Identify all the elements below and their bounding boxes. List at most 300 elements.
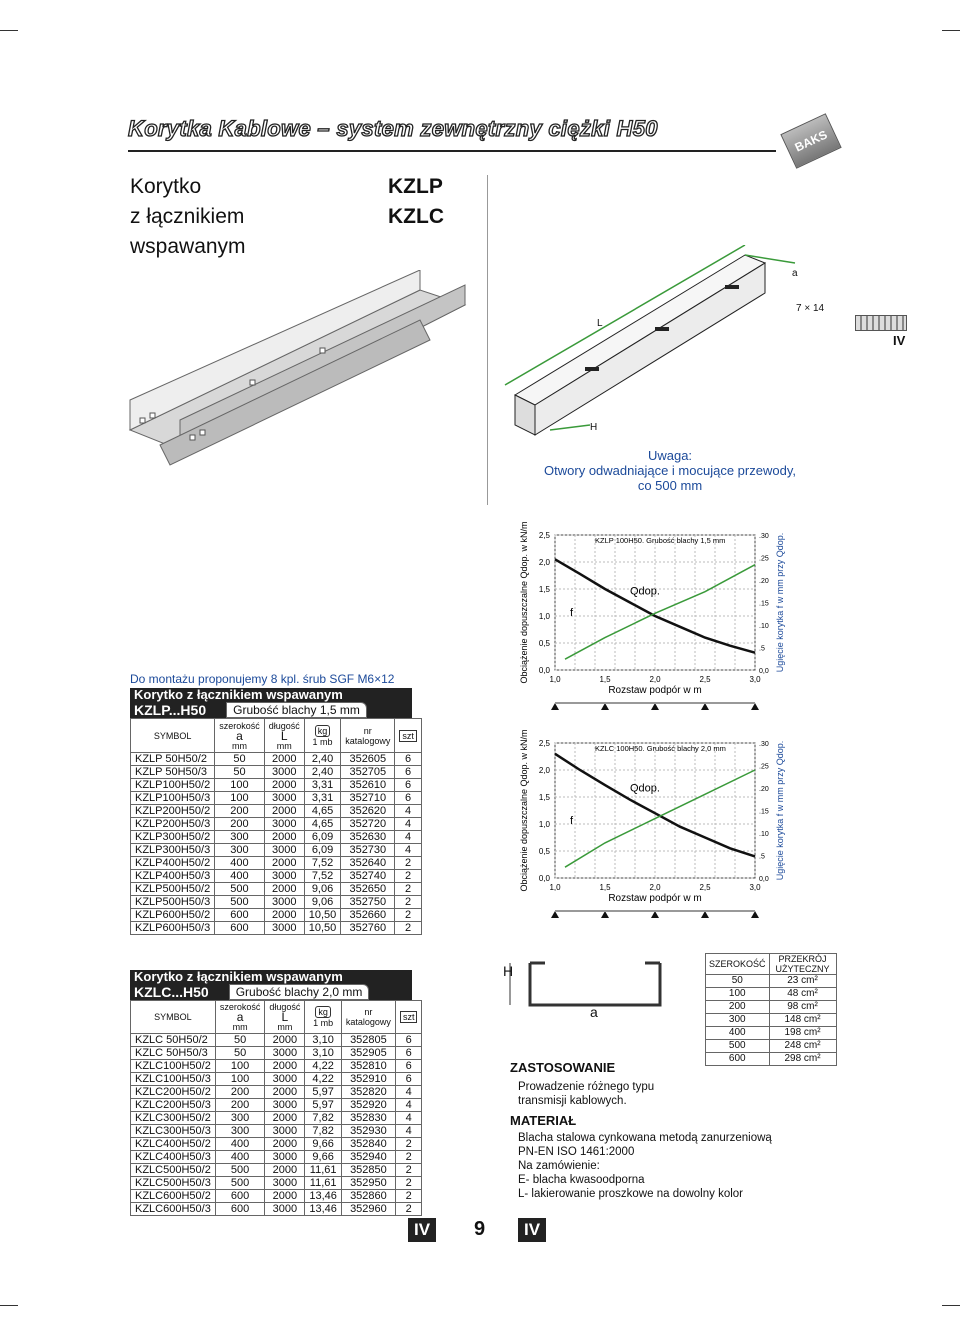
table-cell: 3000	[265, 1151, 305, 1164]
support-icon	[551, 703, 559, 710]
material-line: Blacha stalowa cynkowana metodą zanurzeniową	[518, 1132, 772, 1144]
table-cell: 2000	[265, 1112, 305, 1125]
table-cell: 9,66	[305, 1138, 342, 1151]
table-cell: 400	[215, 857, 265, 870]
table-cell: 3000	[265, 1099, 305, 1112]
table-cell: KZLC400H50/2	[131, 1138, 216, 1151]
table-cell: 6	[395, 1034, 422, 1047]
col-width-symbol: a	[236, 728, 243, 743]
table-cell: 2	[395, 870, 422, 883]
y2-tick-label: 0,0	[759, 668, 769, 675]
table-cell: 3,31	[304, 779, 341, 792]
table-cell: 2	[395, 1203, 422, 1216]
x-tick-label: 2,5	[699, 883, 711, 892]
table-cell: 600	[215, 922, 265, 935]
col-weight	[305, 1001, 342, 1034]
col-width-name: szerokość	[219, 720, 260, 731]
table-cell: 2000	[264, 779, 304, 792]
table-cell: 200	[215, 1099, 265, 1112]
table-cell: 50	[215, 753, 265, 766]
table-cell: KZLC600H50/3	[131, 1203, 216, 1216]
section-a-label: a	[590, 1004, 598, 1020]
table-cell: KZLP500H50/3	[131, 896, 215, 909]
table-row	[131, 1190, 422, 1203]
table-cell: 352950	[341, 1177, 395, 1190]
table-cell: 100	[215, 1060, 265, 1073]
y-tick-label: 0,5	[538, 639, 550, 648]
table-cell: 352630	[341, 831, 395, 844]
table-cell: 2	[395, 896, 422, 909]
sizes-cell: 23 cm²	[769, 975, 836, 988]
table-cell: 9,06	[304, 896, 341, 909]
table-row	[131, 766, 422, 779]
table-row	[131, 844, 422, 857]
y-tick-label: 0,5	[538, 847, 550, 856]
support-icon	[651, 703, 659, 710]
table-cell: 2000	[265, 1060, 305, 1073]
table-cell: 4,65	[304, 805, 341, 818]
table-cell: 2	[395, 857, 422, 870]
table-cell: 3,31	[304, 792, 341, 805]
col-length-unit: mm	[277, 1022, 293, 1032]
table-cell: 2	[395, 922, 422, 935]
footer-section-right: IV	[518, 1218, 546, 1242]
table-cell: 9,66	[305, 1151, 342, 1164]
table-cell: 50	[215, 1034, 265, 1047]
chart-title: KZLC 100H50. Grubość blachy 2,0 mm	[595, 744, 726, 753]
table-cell: 100	[215, 792, 265, 805]
x-tick-label: 2,0	[649, 675, 661, 684]
table-cell: 352620	[341, 805, 395, 818]
table-cell: 3000	[264, 922, 304, 935]
note-line: Otwory odwadniające i mocujące przewody,	[544, 463, 796, 478]
col-length-name: długość	[269, 1002, 301, 1012]
table-cell: 352740	[341, 870, 395, 883]
table-cell: 352640	[341, 857, 395, 870]
table-cell: 6	[395, 779, 422, 792]
support-icon	[751, 703, 759, 710]
y-tick-label: 2,0	[538, 558, 550, 567]
table-row	[131, 818, 422, 831]
product-code: KZLC	[388, 205, 444, 228]
table-thickness: Grubość blachy 2,0 mm	[229, 984, 370, 1000]
y2-axis-label: Ugięcie korytka f w mm przy Qdop.	[775, 532, 785, 673]
table-cell: 4	[395, 831, 422, 844]
table-cell: KZLP200H50/2	[131, 805, 215, 818]
table-cell: 200	[215, 1086, 265, 1099]
sizes-row	[706, 1053, 837, 1066]
table-cell: 3000	[265, 1125, 305, 1138]
table-row	[131, 896, 422, 909]
table-row	[131, 1203, 422, 1216]
y2-tick-label: .15	[759, 600, 769, 608]
chart-kzlc	[515, 728, 805, 923]
sizes-cell: 48 cm²	[769, 988, 836, 1001]
table-cell: 4,22	[305, 1060, 342, 1073]
usage-text	[518, 1080, 654, 1108]
table-cell: KZLP100H50/3	[131, 792, 215, 805]
table-cell: 352720	[341, 818, 395, 831]
table-cell: 4	[395, 844, 422, 857]
sizes-h-width: SZEROKOŚĆ	[706, 954, 770, 975]
y-tick-label: 2,5	[538, 739, 550, 748]
table-row	[131, 805, 422, 818]
x-tick-label: 1,0	[549, 675, 561, 684]
table-cell: 4,22	[305, 1073, 342, 1086]
table-cell: 500	[215, 1177, 265, 1190]
product-name	[130, 172, 246, 262]
table-cell: 4	[395, 818, 422, 831]
y-tick-label: 0,0	[538, 874, 550, 883]
col-length-name: długość	[268, 720, 300, 731]
table-kzlc	[130, 969, 415, 1216]
table-cell: 3000	[265, 1047, 305, 1060]
table-cell: KZLC100H50/3	[131, 1073, 216, 1086]
table-cell: 2	[395, 883, 422, 896]
table-row	[131, 922, 422, 935]
y2-tick-label: .20	[759, 578, 769, 585]
table-cell: 6	[395, 766, 422, 779]
x-tick-label: 3,0	[749, 883, 761, 892]
box-icon: szt	[399, 730, 417, 742]
table-cell: 352910	[341, 1073, 395, 1086]
col-width	[215, 719, 265, 753]
table-cell: 2	[395, 1190, 422, 1203]
x-tick-label: 3,0	[749, 675, 761, 684]
col-weight-unit: 1 mb	[312, 736, 333, 747]
table-cell: 352730	[341, 844, 395, 857]
table-subheader	[130, 984, 412, 1000]
table-cell: 2,40	[304, 753, 341, 766]
table-cell: 2000	[264, 883, 304, 896]
y2-tick-label: .15	[759, 808, 769, 816]
y-axis-label: Obciążenie dopuszczalne Qdop. w kN/m	[519, 521, 529, 684]
series-label: f	[570, 607, 574, 619]
x-tick-label: 1,0	[549, 883, 561, 892]
cross-section-drawing	[500, 955, 670, 1015]
sizes-row	[706, 1001, 837, 1014]
table-cell: 352920	[341, 1099, 395, 1112]
table-subheader	[130, 702, 412, 718]
sizes-header	[706, 954, 837, 975]
divider	[487, 175, 488, 505]
baks-logo: BAKS	[780, 113, 841, 169]
y-tick-label: 0,0	[538, 666, 550, 675]
sizes-row	[706, 1027, 837, 1040]
table-cell: 3000	[264, 870, 304, 883]
table-cell: 50	[215, 766, 265, 779]
table-row	[131, 753, 422, 766]
table-cell: 13,46	[305, 1190, 342, 1203]
table-cell: 352860	[341, 1190, 395, 1203]
table-cell: KZLC500H50/3	[131, 1177, 216, 1190]
table-cell: 200	[215, 805, 265, 818]
table-cell: 352705	[341, 766, 395, 779]
table-cell: 2	[395, 1164, 422, 1177]
sizes-cell: 600	[706, 1053, 770, 1066]
table-cell: 352840	[341, 1138, 395, 1151]
table-cell: KZLC300H50/3	[131, 1125, 216, 1138]
table-cell: 7,82	[305, 1125, 342, 1138]
title-rule	[128, 150, 776, 152]
col-catalog	[341, 719, 395, 753]
sizes-row	[706, 975, 837, 988]
x-axis-label: Rozstaw podpór w m	[608, 685, 702, 696]
table-cell: KZLC200H50/3	[131, 1099, 216, 1112]
table-cell: KZLC200H50/2	[131, 1086, 216, 1099]
note-title: Uwaga:	[647, 448, 693, 463]
table-cell: 352650	[341, 883, 395, 896]
usage-title: ZASTOSOWANIE	[510, 1060, 616, 1075]
col-width-name: szerokość	[219, 1002, 261, 1012]
table-cell: KZLP 50H50/3	[131, 766, 215, 779]
support-icon	[601, 703, 609, 710]
table-cell: 2	[395, 909, 422, 922]
support-icon	[651, 911, 659, 918]
table-cell: 3000	[264, 896, 304, 909]
table-cell: KZLC 50H50/2	[131, 1034, 216, 1047]
table-cell: KZLC300H50/2	[131, 1112, 216, 1125]
table-cell: KZLP100H50/2	[131, 779, 215, 792]
table-cell: KZLP300H50/2	[131, 831, 215, 844]
col-length	[264, 719, 304, 753]
table-cell: KZLP500H50/2	[131, 883, 215, 896]
sizes-cell: 198 cm²	[769, 1027, 836, 1040]
y2-tick-label: .30	[759, 741, 769, 748]
product-line: z łącznikiem	[130, 205, 245, 228]
table-cell: 3000	[265, 1203, 305, 1216]
table-cell: 5,97	[305, 1099, 342, 1112]
dimension-diagram	[495, 245, 835, 445]
col-symbol: SYMBOL	[131, 719, 215, 753]
table-cell: 2	[395, 1151, 422, 1164]
y-axis-label: Obciążenie dopuszczalne Qdop. w kN/m	[519, 729, 529, 892]
table-cell: 11,61	[305, 1177, 342, 1190]
table-row	[131, 1073, 422, 1086]
table-row	[131, 1034, 422, 1047]
table-cell: 7,52	[304, 870, 341, 883]
table-cell: 4	[395, 805, 422, 818]
sizes-cell: 100	[706, 988, 770, 1001]
footer-section-left: IV	[408, 1218, 436, 1242]
sizes-cell: 148 cm²	[769, 1014, 836, 1027]
table-cell: 3,10	[305, 1047, 342, 1060]
table-title: Korytko z łącznikiem wspawanym	[130, 688, 412, 702]
drainage-note	[520, 448, 820, 493]
sizes-row	[706, 1014, 837, 1027]
table-cell: 6	[395, 1073, 422, 1086]
note-line: co 500 mm	[637, 478, 703, 493]
table-cell: 7,82	[305, 1112, 342, 1125]
series-label: Qdop.	[630, 585, 660, 598]
table-cell: 4	[395, 1099, 422, 1112]
sizes-h-section: PRZEKRÓJ UŻYTECZNY	[769, 954, 836, 975]
tray-thumbnail	[855, 315, 907, 331]
table-cell: 352610	[341, 779, 395, 792]
sizes-row	[706, 988, 837, 1001]
weight-icon: kg	[315, 1006, 331, 1018]
table-row	[131, 1099, 422, 1112]
chart-kzlp	[515, 520, 805, 715]
table-cell: 50	[215, 1047, 265, 1060]
series-label: Qdop.	[630, 782, 660, 795]
y2-tick-label: .5	[759, 853, 765, 861]
table-cell: KZLP 50H50/2	[131, 753, 215, 766]
table-cell: 500	[215, 1164, 265, 1177]
table-code: KZLC...H50	[134, 984, 209, 1000]
box-icon: szt	[400, 1011, 418, 1023]
table-cell: 352805	[341, 1034, 395, 1047]
col-width-unit: mm	[231, 740, 247, 751]
table-cell: 352905	[341, 1047, 395, 1060]
table-cell: 500	[215, 896, 265, 909]
table-cell: 4,65	[304, 818, 341, 831]
table-cell: 9,06	[304, 883, 341, 896]
y2-tick-label: .10	[759, 623, 769, 630]
table-title: Korytko z łącznikiem wspawanym	[130, 970, 412, 984]
section-marker: IV	[893, 333, 906, 348]
table-cell: 2000	[265, 1138, 305, 1151]
table-row	[131, 1125, 422, 1138]
x-tick-label: 1,5	[599, 883, 611, 892]
tray-illustration	[120, 270, 480, 480]
table-cell: KZLP600H50/2	[131, 909, 215, 922]
table-cell: 352930	[341, 1125, 395, 1138]
table-cell: 300	[215, 1125, 265, 1138]
sizes-cell: 298 cm²	[769, 1053, 836, 1066]
table-cell: 6	[395, 753, 422, 766]
table-cell: 4	[395, 1112, 422, 1125]
table-cell: 10,50	[304, 909, 341, 922]
table-row	[131, 1047, 422, 1060]
sizes-row	[706, 1040, 837, 1053]
dim-a-label: a	[792, 268, 798, 279]
y-tick-label: 2,5	[538, 531, 550, 540]
table-cell: 2000	[265, 1164, 305, 1177]
table-cell: 2	[395, 1177, 422, 1190]
table-cell: 5,97	[305, 1086, 342, 1099]
col-pcs	[395, 719, 422, 753]
sizes-cell: 300	[706, 1014, 770, 1027]
crop-mark	[942, 30, 960, 31]
table-cell: 300	[215, 831, 265, 844]
col-catalog	[341, 1001, 395, 1034]
dim-L-label: L	[597, 318, 603, 329]
col-catalog-nr: nr	[364, 1007, 373, 1017]
y2-tick-label: .25	[759, 555, 769, 563]
crop-mark	[0, 30, 18, 31]
table-body	[130, 1000, 422, 1216]
table-cell: 2	[395, 1138, 422, 1151]
table-cell: 352660	[341, 909, 395, 922]
table-cell: 100	[215, 1073, 265, 1086]
table-code: KZLP...H50	[134, 702, 207, 718]
col-length-unit: mm	[276, 740, 292, 751]
material-line: PN-EN ISO 1461:2000	[518, 1146, 635, 1158]
table-cell: 3000	[264, 792, 304, 805]
table-cell: 2000	[264, 753, 304, 766]
table-row	[131, 1177, 422, 1190]
table-cell: KZLC600H50/2	[131, 1190, 216, 1203]
table-cell: 10,50	[304, 922, 341, 935]
product-line: wspawanym	[130, 235, 246, 258]
y-tick-label: 1,5	[538, 585, 550, 594]
hole-size-label: 7 × 14	[796, 303, 825, 314]
table-cell: 3000	[264, 844, 304, 857]
material-line: Na zamówienie:	[518, 1160, 600, 1172]
table-cell: 352850	[341, 1164, 395, 1177]
sizes-cell: 400	[706, 1027, 770, 1040]
table-cell: 352760	[341, 922, 395, 935]
table-row	[131, 883, 422, 896]
table-cell: 6	[395, 1060, 422, 1073]
table-cell: 13,46	[305, 1203, 342, 1216]
x-tick-label: 2,5	[699, 675, 711, 684]
table-cell: 2000	[264, 909, 304, 922]
table-cell: 352605	[341, 753, 395, 766]
table-cell: 2000	[265, 1086, 305, 1099]
col-pcs	[395, 1001, 422, 1034]
table-row	[131, 870, 422, 883]
table-cell: 3,10	[305, 1034, 342, 1047]
x-tick-label: 2,0	[649, 883, 661, 892]
table-row	[131, 909, 422, 922]
table-cell: 400	[215, 870, 265, 883]
chart-title: KZLP 100H50. Grubość blachy 1,5 mm	[595, 536, 726, 545]
table-cell: 200	[215, 818, 265, 831]
table-cell: KZLP600H50/3	[131, 922, 215, 935]
table-row	[131, 831, 422, 844]
table-cell: 400	[215, 1138, 265, 1151]
y2-tick-label: .25	[759, 763, 769, 771]
table-kzlp	[130, 688, 412, 935]
product-code: KZLP	[388, 175, 443, 198]
support-icon	[701, 911, 709, 918]
product-line: Korytko	[130, 175, 202, 198]
table-cell: KZLP400H50/2	[131, 857, 215, 870]
table-row	[131, 1138, 422, 1151]
support-icon	[551, 911, 559, 918]
col-catalog-name: katalogowy	[345, 735, 391, 746]
series-label: f	[570, 815, 574, 827]
table-row	[131, 1086, 422, 1099]
y2-tick-label: .10	[759, 831, 769, 838]
table-cell: 11,61	[305, 1164, 342, 1177]
col-length-symbol: L	[280, 728, 288, 743]
table-cell: 300	[215, 1112, 265, 1125]
table-cell: 3000	[264, 766, 304, 779]
product-codes	[388, 172, 444, 232]
table-cell: 352940	[341, 1151, 395, 1164]
col-weight-unit: 1 mb	[313, 1018, 334, 1028]
y2-tick-label: 0,0	[759, 876, 769, 883]
col-width	[215, 1001, 265, 1034]
table-cell: KZLP300H50/3	[131, 844, 215, 857]
table-thickness: Grubość blachy 1,5 mm	[226, 702, 367, 718]
col-length-symbol: L	[281, 1010, 289, 1024]
table-row	[131, 1164, 422, 1177]
table-cell: 6	[395, 1047, 422, 1060]
table-cell: 500	[215, 883, 265, 896]
support-icon	[751, 911, 759, 918]
table-cell: 6,09	[304, 844, 341, 857]
y-tick-label: 1,0	[538, 612, 550, 621]
table-cell: 4	[395, 1125, 422, 1138]
sizes-cell: 500	[706, 1040, 770, 1053]
material-line: L- lakierowanie proszkowe na dowolny kolor	[518, 1188, 744, 1200]
table-cell: 600	[215, 909, 265, 922]
table-cell: KZLC100H50/2	[131, 1060, 216, 1073]
